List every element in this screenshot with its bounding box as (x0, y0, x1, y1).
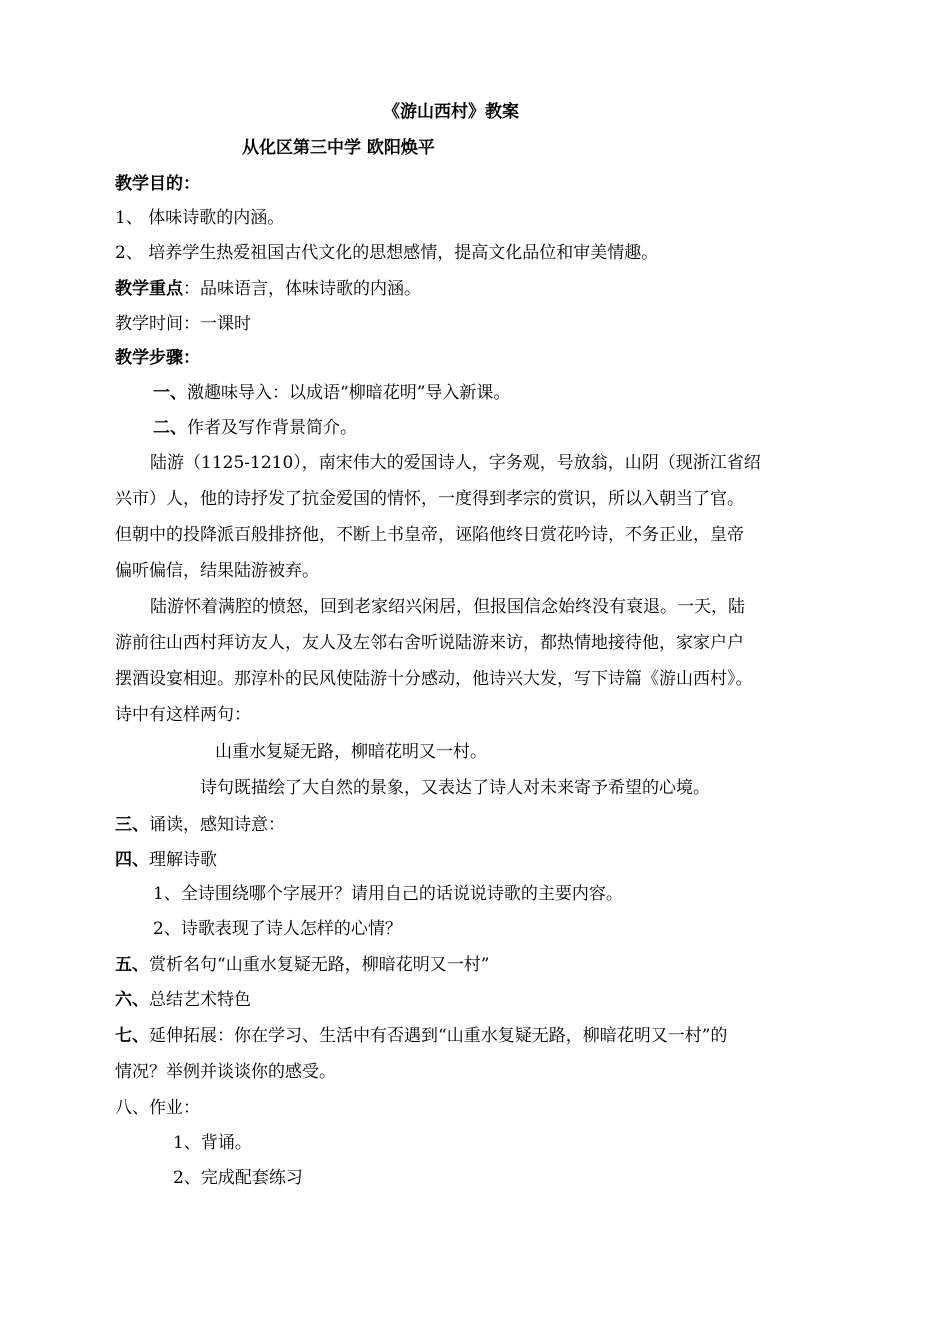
step-1 (153, 381, 510, 405)
question-1: 1、全诗围绕哪个字展开？请用自己的话说说诗歌的主要内容。 (153, 884, 623, 904)
step-2-label: 二、 (153, 418, 187, 438)
step-6-label: 六、 (115, 990, 149, 1010)
question-2: 2、诗歌表现了诗人怎样的心情？ (153, 919, 402, 939)
step-5 (115, 953, 489, 977)
step-3-text: 诵读，感知诗意： (149, 815, 285, 835)
bio-paragraph-1-line-3: 但朝中的投降派百般排挤他，不断上书皇帝，诬陷他终日赏花吟诗，不务正业，皇帝 (115, 525, 744, 545)
document-author: 从化区第三中学 欧阳焕平 (242, 138, 435, 158)
step-1-label: 一、 (153, 383, 187, 403)
step-7-text-line-2: 情况？举例并谈谈你的感受。 (115, 1062, 336, 1082)
step-6-text: 总结艺术特色 (149, 990, 251, 1010)
step-3-label: 三、 (115, 815, 149, 835)
poem-quote-comment: 诗句既描绘了大自然的景象，又表达了诗人对未来寄予希望的心境。 (200, 778, 710, 798)
teaching-focus (115, 277, 421, 301)
step-4 (115, 848, 217, 872)
step-1-text: 激趣味导入：以成语“柳暗花明”导入新课。 (187, 383, 511, 403)
bio-paragraph-1-line-1: 陆游（1125-1210），南宋伟大的爱国诗人，字务观，号放翁，山阴（现浙江省绍 (150, 453, 761, 473)
homework-2: 2、完成配套练习 (173, 1168, 303, 1188)
teaching-time: 教学时间：一课时 (115, 314, 251, 334)
step-5-text: 赏析名句“山重水复疑无路，柳暗花明又一村” (149, 955, 490, 975)
step-8-homework: 八、作业： (115, 1098, 200, 1118)
step-7-text-line-1: 延伸拓展：你在学习、生活中有否遇到“山重水复疑无路，柳暗花明又一村”的 (149, 1026, 728, 1046)
bio-paragraph-2-line-4: 诗中有这样两句： (115, 705, 251, 725)
objectives-heading: 教学目的： (115, 174, 200, 194)
step-7-label: 七、 (115, 1026, 149, 1046)
focus-text: ：品味语言，体味诗歌的内涵。 (183, 279, 421, 299)
bio-paragraph-1-line-4: 偏听偏信，结果陆游被弃。 (115, 561, 319, 581)
step-3 (115, 813, 285, 837)
step-4-text: 理解诗歌 (149, 850, 217, 870)
homework-1: 1、背诵。 (173, 1133, 252, 1153)
focus-label: 教学重点 (115, 279, 183, 299)
step-5-label: 五、 (115, 955, 149, 975)
poem-quote: 山重水复疑无路，柳暗花明又一村。 (215, 742, 487, 762)
document-title: 《游山西村》教案 (383, 102, 519, 122)
bio-paragraph-2-line-2: 游前往山西村拜访友人，友人及左邻右舍听说陆游来访，都热情地接待他，家家户户 (115, 633, 744, 653)
bio-paragraph-2-line-3: 摆酒设宴相迎。那淳朴的民风使陆游十分感动，他诗兴大发，写下诗篇《游山西村》。 (115, 669, 753, 689)
objective-1: 1、 体味诗歌的内涵。 (115, 208, 285, 228)
step-6 (115, 988, 251, 1012)
step-4-label: 四、 (115, 850, 149, 870)
objective-2: 2、 培养学生热爱祖国古代文化的思想感情，提高文化品位和审美情趣。 (115, 243, 659, 263)
bio-paragraph-2-line-1: 陆游怀着满腔的愤怒，回到老家绍兴闲居，但报国信念始终没有衰退。一天，陆 (150, 597, 745, 617)
bio-paragraph-1-line-2: 兴市）人，他的诗抒发了抗金爱国的情怀，一度得到孝宗的赏识，所以入朝当了官。 (115, 489, 744, 509)
step-2 (153, 416, 357, 440)
step-2-text: 作者及写作背景简介。 (187, 418, 357, 438)
steps-heading: 教学步骤： (115, 348, 200, 368)
step-7 (115, 1024, 727, 1048)
